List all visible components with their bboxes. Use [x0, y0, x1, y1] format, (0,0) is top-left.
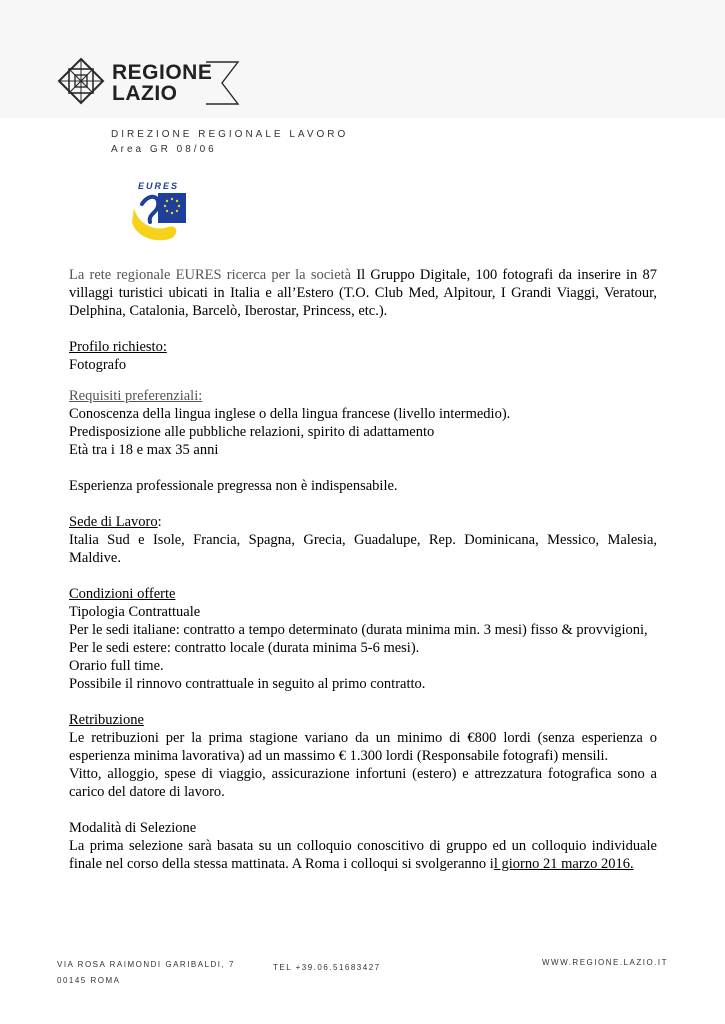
retribuzione-paragraph-1: Le retribuzioni per la prima stagione variano da un minimo di €800 lordi (senza esperienza o esperienza minima lavorativa) ad un massimo € 1.300 lordi (Responsabile fotografi) mensili. [69, 730, 657, 764]
selezione-text: La prima selezione sarà basata su un colloquio conoscitivo di gruppo ed un colloquio individuale finale nel corso della stessa mattinata. A Roma i colloqui si svolgeranno i [69, 838, 657, 872]
requisiti-item: Conoscenza della lingua inglese o della lingua francese (livello intermedio). [69, 406, 511, 422]
intro-lead: La rete regionale EURES ricerca per la società [69, 267, 357, 283]
job-posting-body [69, 266, 657, 873]
sede-title: Sede di Lavoro [69, 514, 158, 530]
footer-address-line-2: 00145 ROMA [57, 976, 121, 985]
sede-value: Italia Sud e Isole, Francia, Spagna, Grecia, Guadalupe, Rep. Dominicana, Messico, Malesia, Maldive. [69, 532, 657, 566]
esperienza-note: Esperienza professionale pregressa non è indispensabile. [69, 478, 398, 494]
retribuzione-paragraph-2: Vitto, alloggio, spese di viaggio, assicurazione infortuni (estero) e attrezzatura fotografica sono a carico del datore di lavoro. [69, 766, 657, 800]
footer-tel: TEL +39.06.51683427 [273, 963, 381, 972]
requisiti-title: Requisiti preferenziali: [69, 388, 203, 404]
condizioni-item: Per le sedi estere: contratto locale (durata minima 5-6 mesi). [69, 640, 420, 656]
eures-logo [128, 180, 190, 244]
area-code: Area GR 08/06 [111, 144, 217, 155]
intro-paragraph [69, 266, 657, 320]
department-name: DIREZIONE REGIONALE LAVORO [111, 129, 349, 140]
condizioni-item: Orario full time. [69, 658, 164, 674]
logo-line-lazio: LAZIO [112, 82, 178, 105]
condizioni-item: Tipologia Contrattuale [69, 604, 201, 620]
eures-label: EURES [138, 181, 180, 191]
eures-flag-icon [158, 193, 186, 223]
sede-colon: : [157, 514, 162, 530]
selezione-paragraph [69, 837, 657, 873]
profilo-title: Profilo richiesto: [69, 339, 167, 355]
sede-heading [69, 513, 657, 531]
requisiti-item: Età tra i 18 e max 35 anni [69, 442, 219, 458]
selezione-date: l giorno 21 marzo 2016. [493, 856, 634, 872]
profilo-value: Fotografo [69, 357, 127, 373]
department-block [111, 127, 348, 157]
condizioni-item: Per le sedi italiane: contratto a tempo determinato (durata minima min. 3 mesi) fisso & provvigioni, [69, 622, 648, 638]
retribuzione-title: Retribuzione [69, 712, 144, 728]
emblem-icon [59, 59, 103, 103]
logo-wordmark [112, 62, 212, 104]
footer-address-line-1: VIA ROSA RAIMONDI GARIBALDI, 7 [57, 960, 235, 969]
condizioni-title: Condizioni offerte [69, 586, 176, 602]
footer-address [57, 957, 235, 989]
footer-website: WWW.REGIONE.LAZIO.IT [542, 958, 668, 967]
condizioni-item: Possibile il rinnovo contrattuale in seguito al primo contratto. [69, 676, 426, 692]
logo-line-regione: REGIONE [112, 61, 213, 84]
intro-rest: Il Gruppo Digitale, 100 fotografi da inserire in 87 villaggi turistici ubicati in Italia e all’Estero (T.O. Club Med, Alpitour, I Grandi Viaggi, Veratour, Delphina, Catalonia, Barcelò, Iberostar, Princess, etc.). [69, 267, 657, 319]
selezione-title: Modalità di Selezione [69, 820, 197, 836]
requisiti-item: Predisposizione alle pubbliche relazioni, spirito di adattamento [69, 424, 435, 440]
